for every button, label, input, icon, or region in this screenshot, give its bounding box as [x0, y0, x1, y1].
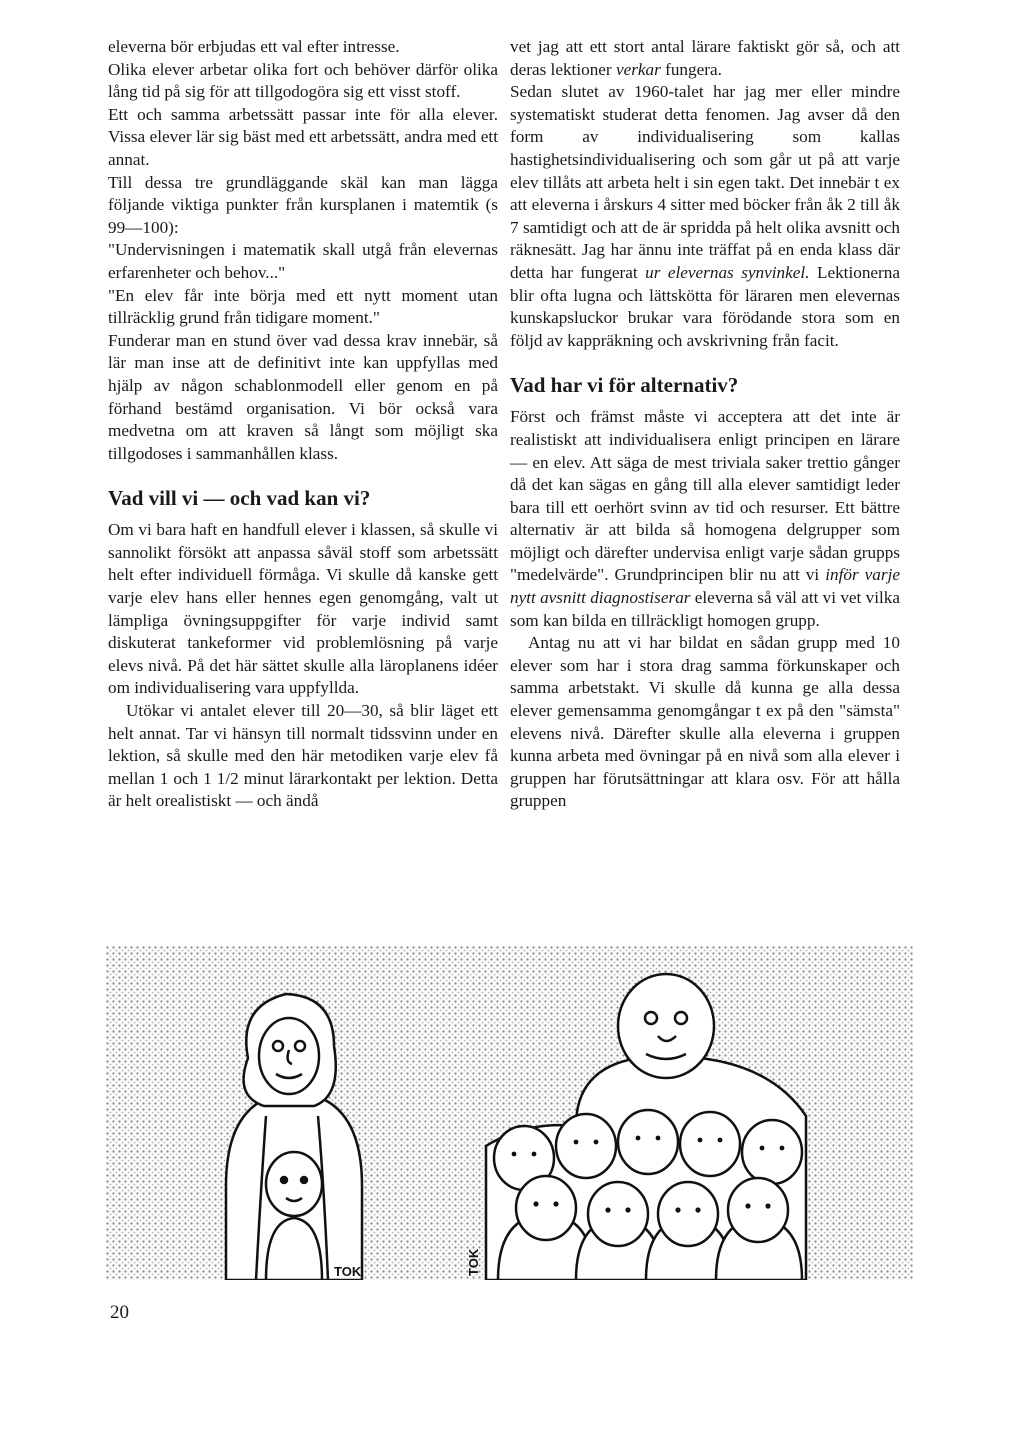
paragraph: Om vi bara haft en handfull elever i klassen, så skulle vi sannolikt försökt att anpassa såväl stoff som arbetssätt helt efter individuell förmåga. Vi skulle då kanske gett varje elev hans eller hennes egen genomgång, valt ut lämpliga övningsuppgifter för varje individ samt diskuterat tankeformer vid problemlösning på varje elevs nivå. På det här sättet skulle alla läroplanens idéer om individualisering vara uppfyllda.	[108, 520, 498, 698]
section-heading: Vad vill vi — och vad kan vi?	[108, 486, 371, 511]
text-run: Först och främst måste vi acceptera att det inte är realistiskt att individualisera enligt principen en lärare — en elev. Att säga de mest triviala saker trettio gånger då det kan sägas en gång till alla elever samtidigt leder bara till ett oerhört svinn av tid och resurser. Ett bättre alternativ är att bilda så homogena delgrupper som möjligt och därefter undervisa enligt varje sådan grupps "medelvärde". Grundprincipen blir nu att vi	[510, 407, 900, 585]
paragraph: Olika elever arbetar olika fort och behöver därför olika lång tid på sig för att tillgodogöra sig ett visst stoff.	[108, 59, 498, 102]
paragraph: Utökar vi antalet elever till 20—30, så blir läget ett helt annat. Tar vi hänsyn till normalt tidssvinn under en lektion, så skulle med den här metodiken varje elev få mellan 1 och 1 1/2 minut lärarkontakt per lektion. Detta är helt orealistiskt — och ändå	[108, 701, 498, 811]
paragraph: Ett och samma arbetssätt passar inte för alla elever. Vissa elever lär sig bäst med ett arbetssätt, andra med ett annat.	[108, 104, 498, 169]
left-column	[108, 36, 498, 813]
text-run: vet jag att ett stort antal lärare faktiskt gör så, och att deras lektioner	[510, 37, 900, 79]
quote: "En elev får inte börja med ett nytt moment utan tillräcklig grund från tidigare moment."	[108, 285, 498, 328]
text-run: fungera.	[660, 59, 722, 79]
paragraph	[510, 36, 900, 81]
paragraph	[510, 81, 900, 352]
paragraph	[510, 406, 900, 632]
paragraph: Antag nu att vi har bildat en sådan grupp med 10 elever som har i stora drag samma förkunskaper och samma arbetstakt. Vi skulle då kunna ge alla dessa elever gemensamma genomgångar t ex på den "sämsta" elevens nivå. Därefter skulle alla eleverna i gruppen kunna arbeta med övningar på en nivå som alla elever i gruppen har förutsättningar att klara osv. För att hålla gruppen	[510, 633, 900, 811]
quote: "Undervisningen i matematik skall utgå från elevernas erfarenheter och behov..."	[108, 240, 498, 282]
text-run: Lektionerna blir ofta lugna och lättskötta för läraren men elevernas kunskapsluckor brukar vara förödande stora som en följd av kappräkning och avskrivning från facit.	[510, 262, 900, 350]
paragraph: Funderar man en stund över vad dessa krav innebär, så lär man inse att de definitivt inte kan uppfyllas med hjälp av någon schablonmodell eller genom en på förhand bestämd organisation. Vi bör också vara medvetna om att kraven så långt som möjligt ska tillgodoses i sammanhållen klass.	[108, 330, 498, 463]
emphasis: inför varje nytt avsnitt diagnostiserar	[510, 565, 900, 608]
signature-right: TOK	[466, 1248, 481, 1276]
signature-left: TOK	[334, 1264, 362, 1279]
right-column	[510, 36, 900, 813]
page-number: 20	[110, 1302, 129, 1323]
emphasis: verkar	[615, 59, 661, 79]
section-heading: Vad har vi för alternativ?	[510, 373, 739, 398]
text-run: Sedan slutet av 1960-talet har jag mer eller mindre systematiskt studerat detta fenomen. Jag avser då den form av individualisering som kallas hastighetsindividualisering och som går ut på att varje elev tillåts att arbeta helt i sin egen takt. Det innebär t ex att eleverna i årskurs 4 sitter med böcker från åk 2 till åk 7 samtidigt och att de är spridda på helt olika avsnitt och räknesätt. Jag har ännu inte träffat på en enda klass där detta har fungerat	[510, 82, 900, 282]
text-run: eleverna så väl att vi vet vilka som kan bilda en tillräckligt homogen grupp.	[510, 588, 901, 630]
cartoon-illustration	[106, 946, 913, 1280]
paragraph: Till dessa tre grundläggande skäl kan man lägga följande viktiga punkter från kursplanen i matemtik (s 99—100):	[108, 172, 498, 237]
paragraph: eleverna bör erbjudas ett val efter intresse.	[108, 37, 400, 56]
emphasis: ur elevernas synvinkel.	[645, 262, 810, 282]
